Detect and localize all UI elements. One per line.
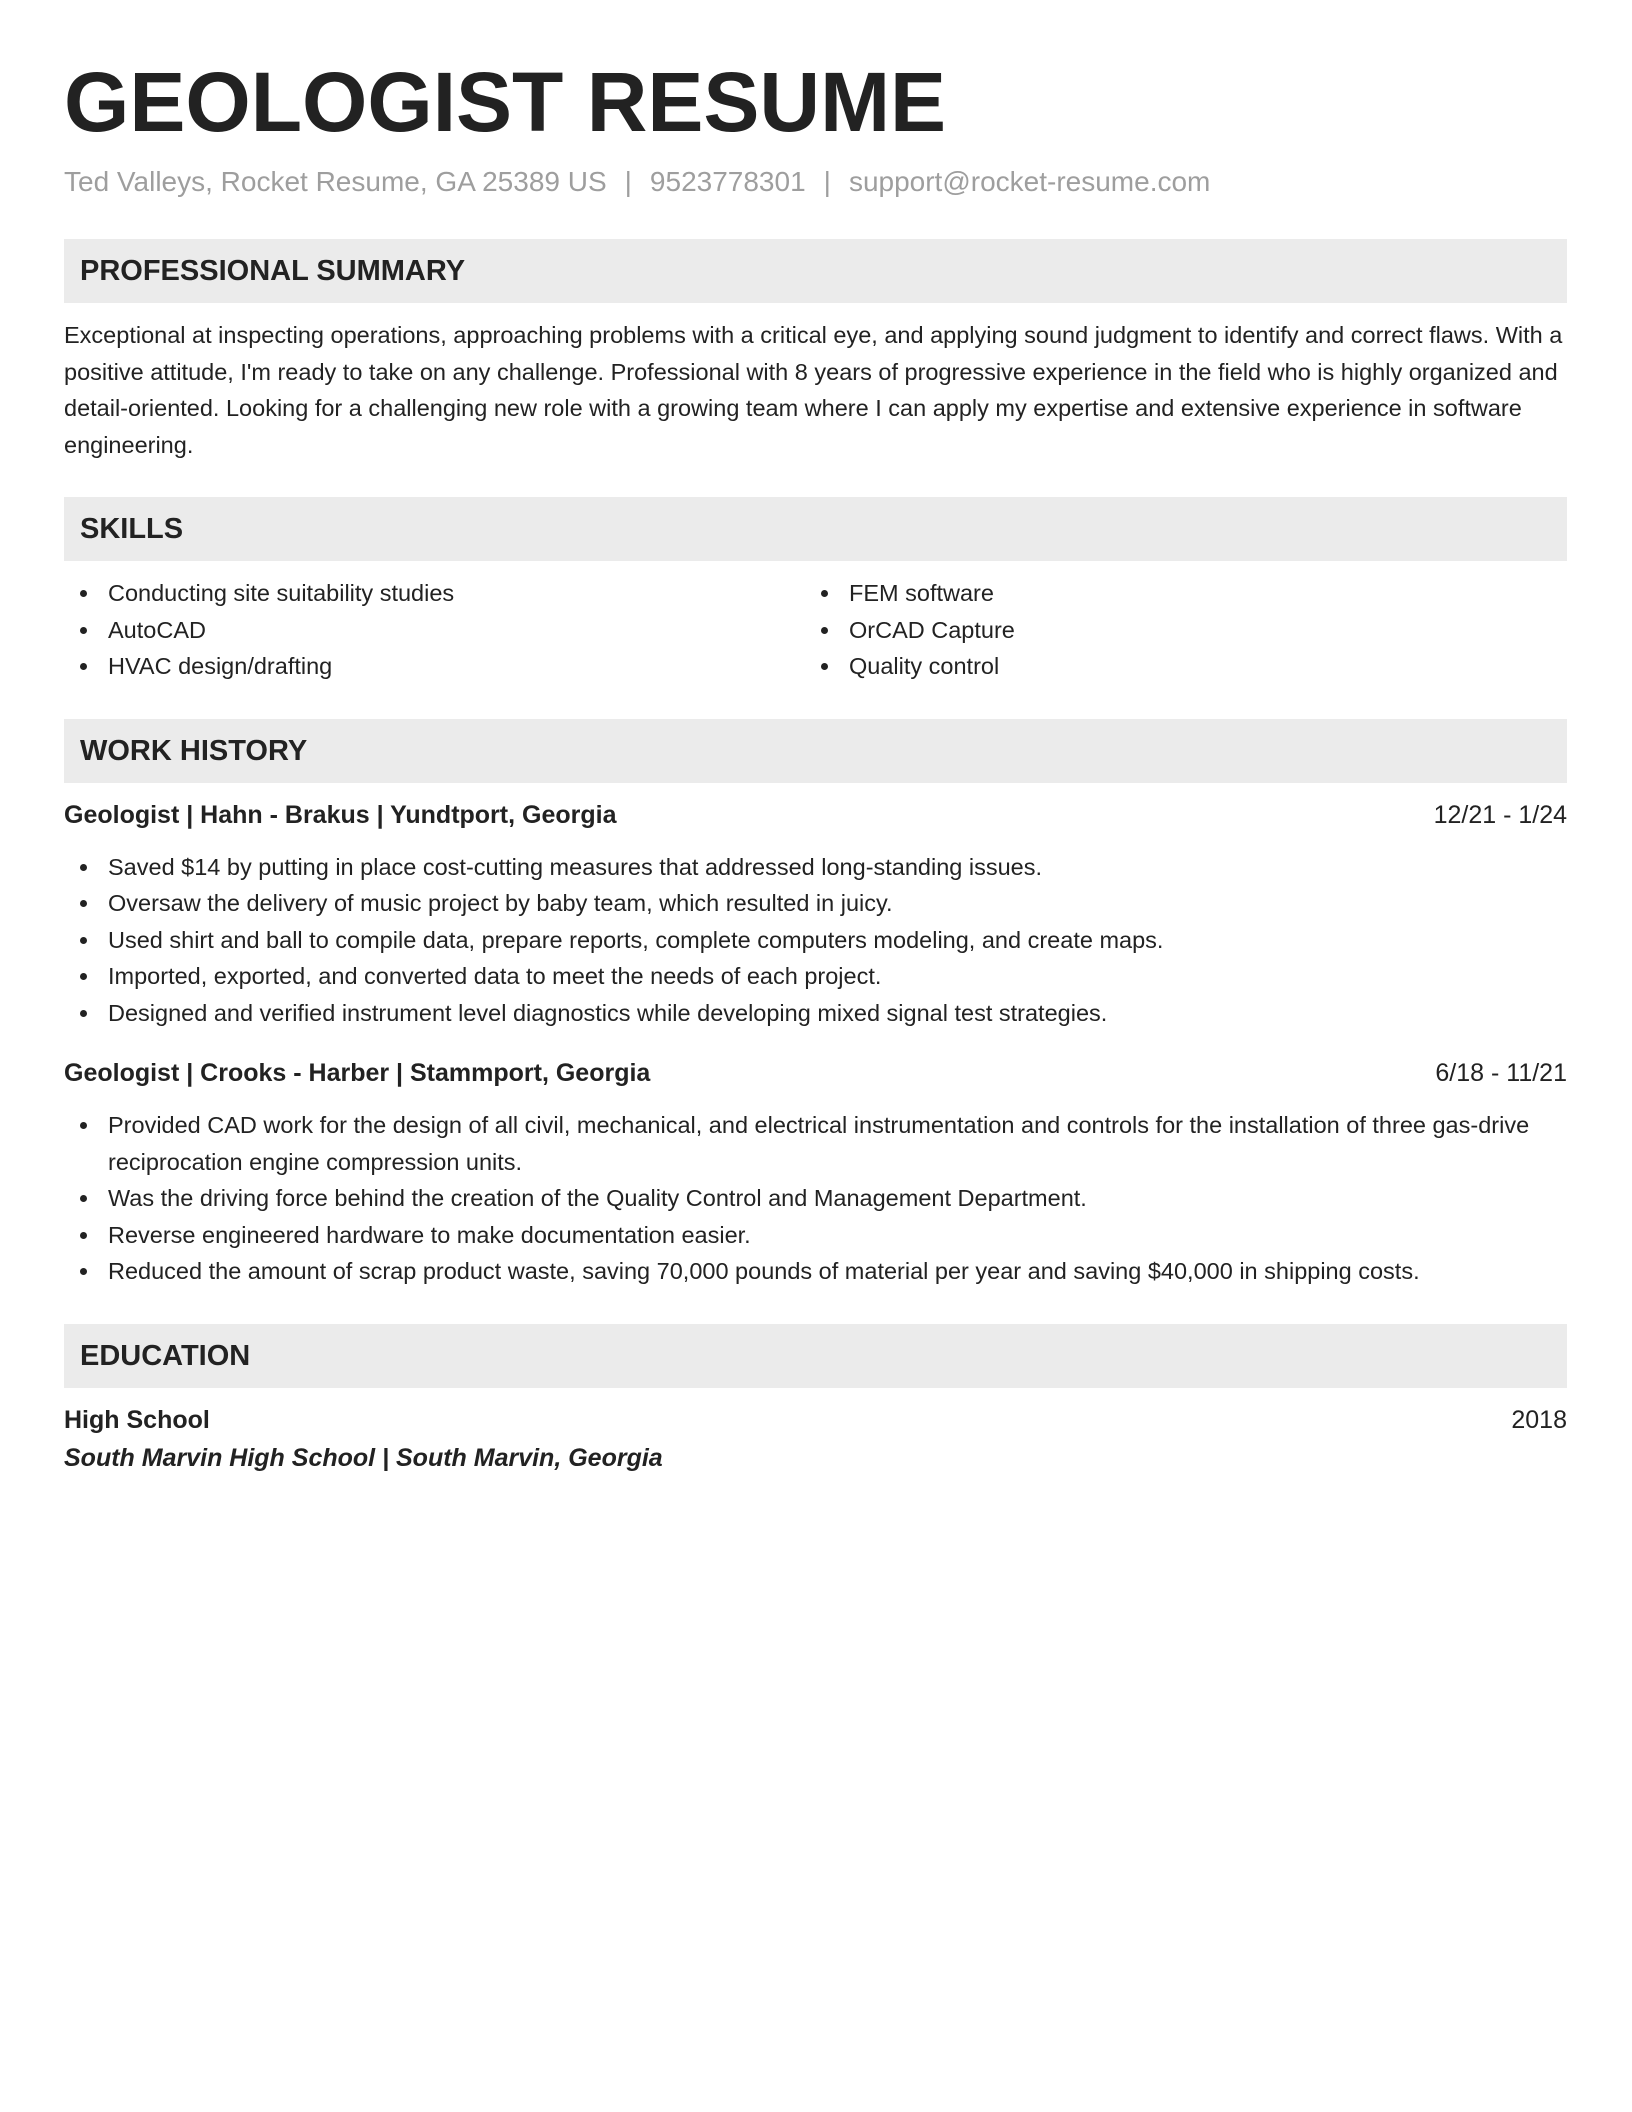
job-bullets (64, 1107, 1567, 1290)
contact-line (64, 164, 1567, 200)
education-entry (64, 1402, 1567, 1476)
job-dates: 6/18 - 11/21 (1435, 1059, 1567, 1087)
job-bullets (64, 849, 1567, 1032)
work-heading: WORK HISTORY (64, 719, 1567, 783)
skill-item: Quality control (805, 648, 1546, 685)
skills-column-right (805, 575, 1546, 685)
job-bullet: Reduced the amount of scrap product waste, saving 70,000 pounds of material per year and saving $40,000 in shipping costs. (64, 1253, 1567, 1290)
job-bullet: Was the driving force behind the creation of the Quality Control and Management Department. (64, 1180, 1567, 1217)
contact-address: Ted Valleys, Rocket Resume, GA 25389 US (64, 166, 607, 197)
job-dates: 12/21 - 1/24 (1433, 800, 1567, 829)
job-bullet: Designed and verified instrument level diagnostics while developing mixed signal test strategies. (64, 995, 1567, 1032)
skill-item: Conducting site suitability studies (64, 575, 805, 612)
job-bullet: Imported, exported, and converted data to meet the needs of each project. (64, 958, 1567, 995)
job-bullet: Oversaw the delivery of music project by baby team, which resulted in juicy. (64, 885, 1567, 922)
education-year: 2018 (1511, 1405, 1567, 1434)
summary-text: Exceptional at inspecting operations, approaching problems with a critical eye, and applying sound judgment to identify and correct flaws. With a positive attitude, I'm ready to take on any challenge. Professional with 8 years of progressive experience in the field who is highly organized and detail-oriented. Looking for a challenging new role with a growing team where I can apply my expertise and extensive experience in software engineering. (64, 322, 1563, 458)
job-bullet: Provided CAD work for the design of all civil, mechanical, and electrical instrumentation and controls for the installation of three gas-drive reciprocation engine compression units. (64, 1107, 1567, 1180)
education-header (64, 1402, 1567, 1438)
summary-heading: PROFESSIONAL SUMMARY (64, 239, 1567, 303)
skill-item: HVAC design/drafting (64, 648, 805, 685)
contact-email: support@rocket-resume.com (848, 166, 1211, 197)
resume-page (64, 52, 1567, 1476)
contact-phone: 9523778301 (649, 166, 806, 197)
job-entry (64, 797, 1567, 1032)
skills-heading: SKILLS (64, 497, 1567, 561)
job-bullet: Saved $14 by putting in place cost-cutting measures that addressed long-standing issues. (64, 849, 1567, 886)
job-title: Geologist | Crooks - Harber | Stammport, Georgia (64, 1059, 651, 1087)
contact-separator: | (823, 166, 831, 197)
skills-column-left (64, 575, 805, 685)
job-title: Geologist | Hahn - Brakus | Yundtport, Georgia (64, 800, 617, 829)
education-degree: High School (64, 1405, 210, 1434)
job-entry (64, 1055, 1567, 1290)
job-bullet: Reverse engineered hardware to make documentation easier. (64, 1217, 1567, 1254)
job-bullet: Used shirt and ball to compile data, prepare reports, complete computers modeling, and create maps. (64, 922, 1567, 959)
skills-list (64, 575, 1567, 685)
skill-item: AutoCAD (64, 612, 805, 649)
job-header (64, 797, 1567, 833)
skill-item: OrCAD Capture (805, 612, 1546, 649)
resume-title: GEOLOGIST RESUME (64, 55, 947, 149)
education-heading: EDUCATION (64, 1324, 1567, 1388)
job-header (64, 1055, 1567, 1091)
contact-separator: | (624, 166, 632, 197)
skill-item: FEM software (805, 575, 1546, 612)
education-school: South Marvin High School | South Marvin, Georgia (64, 1443, 663, 1472)
